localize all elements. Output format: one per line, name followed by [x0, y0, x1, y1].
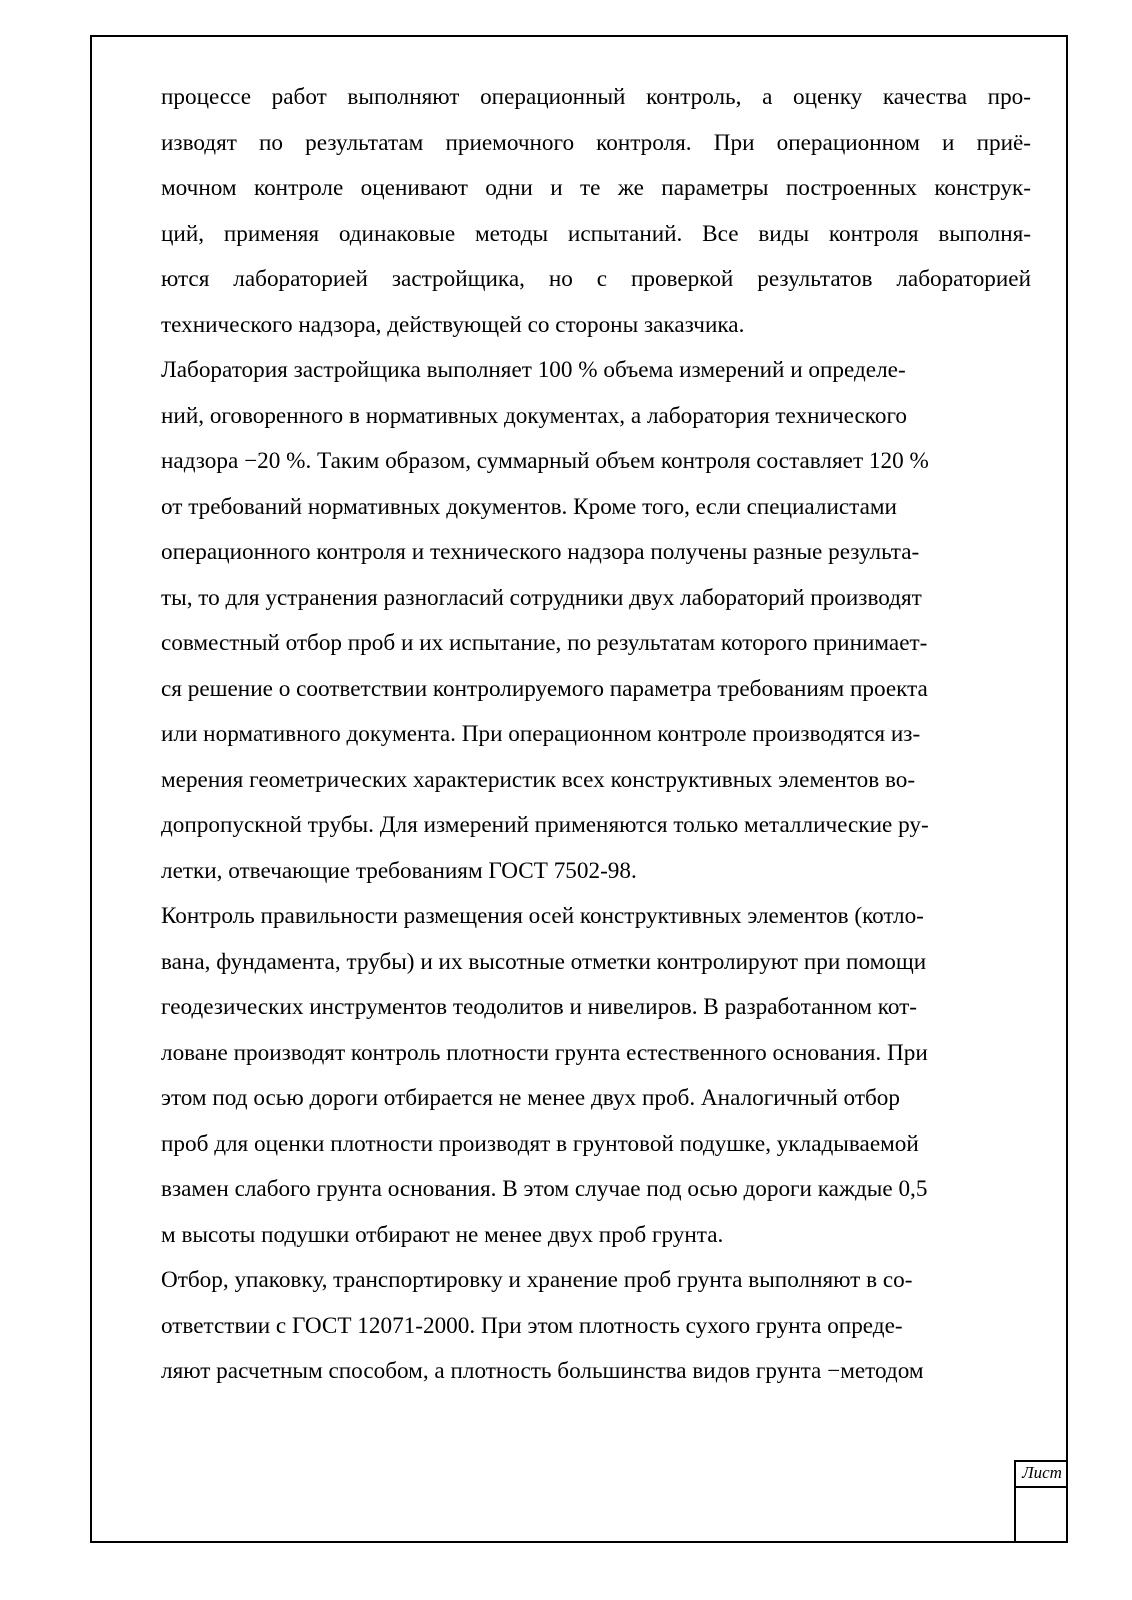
text-line: ций, применяя одинаковые методы испытаний. Все виды контроля выполня- [161, 220, 1031, 247]
text-line: взамен слабого грунта основания. В этом случае под осью дороги каждые 0,5 [161, 1176, 928, 1202]
text-line: вана, фундамента, трубы) и их высотные отметки контролируют при помощи [161, 948, 927, 975]
sheet-number-box [1014, 1460, 1068, 1543]
text-line: от требований нормативных документов. Кроме того, если специалистами [161, 493, 897, 520]
text-line: или нормативного документа. При операционном контроле производятся из- [161, 721, 921, 747]
text-line: ний, оговоренного в нормативных документах, а лаборатория технического [161, 402, 907, 429]
text-line: ты, то для устранения разногласий сотрудники двух лабораторий производят [161, 584, 922, 611]
body-text [161, 75, 1031, 1395]
text-line: ловане производят контроль плотности грунта естественного основания. При [161, 1039, 928, 1066]
text-line: Отбор, упаковку, транспортировку и хранение проб грунта выполняют в со- [161, 1267, 913, 1293]
text-line: ются лабораторией застройщика, но с проверкой результатов лабораторией [161, 266, 1031, 292]
text-line: операционного контроля и технического надзора получены разные результа- [161, 539, 920, 565]
text-line: летки, отвечающие требованиям ГОСТ 7502-98. [161, 857, 637, 884]
text-line: изводят по результатам приемочного контроля. При операционном и приё- [161, 129, 1031, 156]
text-line: м высоты подушки отбирают не менее двух проб грунта. [161, 1221, 724, 1248]
text-line: мерения геометрических характеристик всех конструктивных элементов во- [161, 766, 916, 793]
text-line: Контроль правильности размещения осей конструктивных элементов (котло- [161, 903, 924, 929]
text-line: технического надзора, действующей со стороны заказчика. [161, 311, 745, 338]
text-line: этом под осью дороги отбирается не менее двух проб. Аналогичный отбор [161, 1085, 900, 1111]
text-line: совместный отбор проб и их испытание, по результатам которого принимает- [161, 630, 928, 656]
text-line: надзора −20 %. Таким образом, суммарный объем контроля составляет 120 % [161, 448, 929, 474]
sheet-label: Лист [1016, 1460, 1068, 1488]
text-line: проб для оценки плотности производят в грунтовой подушке, укладываемой [161, 1130, 919, 1157]
text-line: допропускной трубы. Для измерений применяются только металлические ру- [161, 812, 929, 838]
text-line: процессе работ выполняют операционный контроль, а оценку качества про- [161, 84, 1031, 110]
text-line: ся решение о соответствии контролируемого параметра требованиям проекта [161, 675, 928, 702]
text-line: ответствии с ГОСТ 12071-2000. При этом плотность сухого грунта опреде- [161, 1312, 903, 1339]
text-line: ляют расчетным способом, а плотность большинства видов грунта −методом [161, 1358, 924, 1384]
text-line: Лаборатория застройщика выполняет 100 % объема измерений и определе- [161, 357, 906, 383]
text-line: геодезических инструментов теодолитов и нивелиров. В разработанном кот- [161, 994, 917, 1020]
text-line: мочном контроле оценивают одни и те же параметры построенных конструк- [161, 175, 1031, 201]
